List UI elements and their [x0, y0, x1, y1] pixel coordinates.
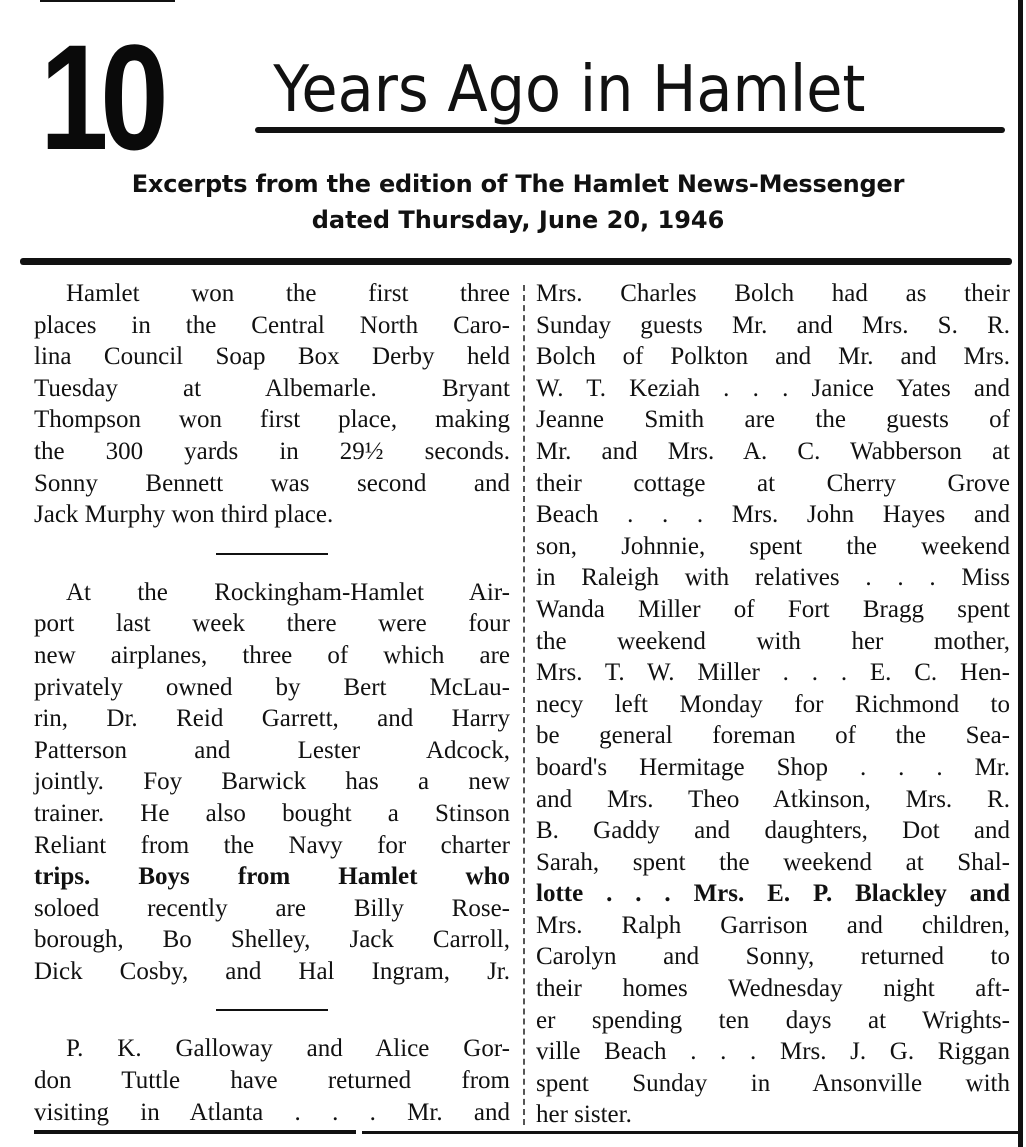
text-line: Sonny Bennett was second and [34, 469, 510, 497]
text-line: her sister. [536, 1101, 632, 1129]
text-line: Beach . . . Mrs. John Hayes and [536, 501, 1010, 529]
article-airport [34, 577, 510, 988]
text-line: Tuesday at Albemarle. Bryant [34, 374, 510, 402]
text-line: board's Hermitage Shop . . . Mr. [536, 753, 1010, 781]
text-line: Mr. and Mrs. A. C. Wabberson at [536, 437, 1010, 465]
text-line: Mrs. Ralph Garrison and children, [536, 911, 1010, 939]
text-line: Jack Murphy won third place. [34, 501, 334, 529]
text-line: Wanda Miller of Fort Bragg spent [536, 595, 1010, 623]
text-line: port last week there were four [34, 610, 510, 638]
text-line: privately owned by Bert McLau- [34, 673, 510, 701]
text-line: borough, Bo Shelley, Jack Carroll, [34, 926, 510, 954]
text-line: Sunday guests Mr. and Mrs. S. R. [536, 311, 1010, 339]
article-galloway-tuttle [34, 1033, 510, 1128]
right-column [536, 278, 1010, 1131]
text-line: the weekend with her mother, [536, 627, 1010, 655]
text-line: rin, Dr. Reid Garrett, and Harry [34, 705, 510, 733]
text-line: new airplanes, three of which are [34, 641, 510, 669]
text-line: Mrs. T. W. Miller . . . E. C. Hen- [536, 659, 1010, 687]
text-line: trips. Boys from Hamlet who [34, 863, 510, 891]
text-line: be general foreman of the Sea- [536, 722, 1010, 750]
text-line: their homes Wednesday night aft- [536, 975, 1010, 1003]
text-line: er spending ten days at Wrights- [536, 1006, 1010, 1034]
text-line: son, Johnnie, spent the weekend [536, 532, 1010, 560]
text-line: Patterson and Lester Adcock, [34, 736, 510, 764]
text-line: P. K. Galloway and Alice Gor- [66, 1035, 510, 1063]
text-line: visiting in Atlanta . . . Mr. and [34, 1098, 510, 1126]
text-line: Mrs. Charles Bolch had as their [536, 280, 1010, 307]
text-line: jointly. Foy Barwick has a new [34, 768, 510, 796]
text-line: don Tuttle have returned from [34, 1067, 510, 1095]
text-line: Reliant from the Navy for charter [34, 831, 510, 859]
text-line: necy left Monday for Richmond to [536, 690, 1010, 718]
text-line: Hamlet won the first three [66, 280, 510, 307]
text-line: the 300 yards in 29½ seconds. [34, 437, 510, 465]
text-line: lina Council Soap Box Derby held [34, 343, 510, 371]
bottom-rule [34, 1130, 356, 1134]
headline-title-text: Years Ago in Hamlet [273, 53, 866, 127]
text-line: Sarah, spent the weekend at Shal- [536, 848, 1010, 876]
article-social-notes [536, 278, 1010, 1131]
right-border-rule [1018, 0, 1023, 1147]
text-line: Jeanne Smith are the guests of [536, 406, 1010, 434]
bottom-rule [362, 1131, 1018, 1134]
text-line: and Mrs. Theo Atkinson, Mrs. R. [536, 785, 1010, 813]
text-line: trainer. He also bought a Stinson [34, 799, 510, 827]
subtitle-line-1: Excerpts from the edition of The Hamlet News-Messenger [131, 170, 905, 198]
headline-title [150, 50, 866, 130]
header-divider-rule [20, 258, 1012, 265]
column-divider [523, 285, 525, 1125]
text-line: in Raleigh with relatives . . . Miss [536, 564, 1010, 592]
headline-underline [255, 127, 1005, 133]
text-line: W. T. Keziah . . . Janice Yates and [536, 374, 1010, 402]
headline-number: 10 [40, 13, 161, 181]
text-line: their cottage at Cherry Grove [536, 469, 1010, 497]
text-line: Carolyn and Sonny, returned to [536, 943, 1010, 971]
text-line: spent Sunday in Ansonville with [536, 1069, 1010, 1097]
text-line: places in the Central North Caro- [34, 311, 510, 339]
text-line: Bolch of Polkton and Mr. and Mrs. [536, 343, 1010, 371]
subtitle-line-2: dated Thursday, June 20, 1946 [311, 206, 725, 234]
top-rule [40, 0, 175, 2]
text-line: Dick Cosby, and Hal Ingram, Jr. [34, 957, 510, 985]
text-line: lotte . . . Mrs. E. P. Blackley and [536, 880, 1010, 908]
text-line: At the Rockingham-Hamlet Air- [66, 578, 510, 606]
text-line: B. Gaddy and daughters, Dot and [536, 817, 1010, 845]
article-soap-box-derby [34, 278, 510, 531]
left-column [34, 278, 510, 1128]
text-line: Thompson won first place, making [34, 406, 510, 434]
text-line: soloed recently are Billy Rose- [34, 894, 510, 922]
text-line: ville Beach . . . Mrs. J. G. Riggan [536, 1038, 1010, 1066]
